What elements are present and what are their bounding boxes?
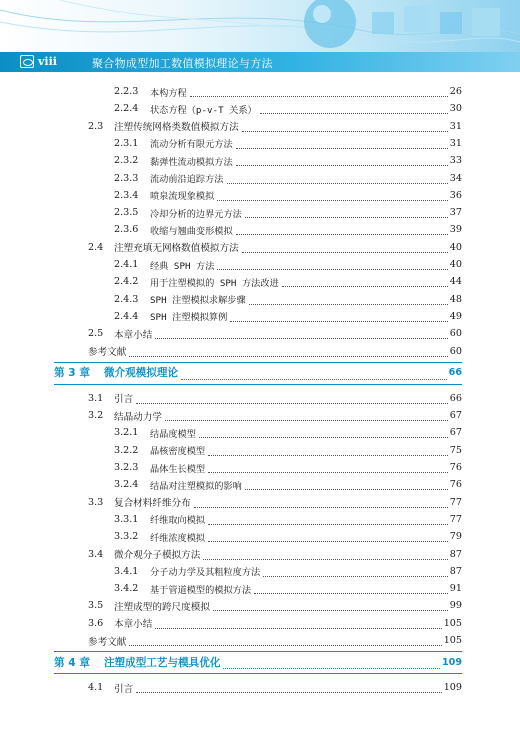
chapter-page: 66 [448, 367, 462, 379]
chapter-number: 第 3 章 [54, 367, 90, 380]
entry-title: 参考文献 [88, 347, 127, 358]
toc-entry[interactable] [114, 221, 462, 238]
entry-page: 36 [449, 189, 462, 201]
entry-number: 2.4.4 [114, 310, 139, 322]
toc-entry[interactable] [114, 135, 462, 152]
entry-page: 91 [449, 583, 462, 595]
leader-dots [165, 420, 448, 421]
entry-title: 结晶度模型 [150, 428, 196, 440]
leader-dots [208, 524, 448, 525]
entry-page: 60 [449, 328, 462, 340]
entry-page: 87 [449, 565, 462, 577]
entry-page: 48 [449, 293, 462, 305]
toc-entry[interactable] [88, 679, 462, 696]
leader-dots [236, 234, 448, 235]
toc-entry[interactable] [88, 546, 462, 563]
toc-entry[interactable] [114, 563, 462, 580]
entry-number: 2.4.3 [114, 293, 139, 305]
page-number: viii [38, 55, 57, 68]
entry-page: 60 [449, 345, 462, 357]
leader-dots [223, 668, 440, 669]
toc-entry[interactable] [114, 187, 462, 204]
leader-dots [282, 286, 448, 287]
entry-title: 微介观分子模拟方法 [114, 550, 201, 561]
entry-number: 2.3.2 [114, 155, 139, 167]
entry-page: 39 [449, 224, 462, 236]
entry-number: 4.1 [88, 682, 104, 694]
leader-dots [199, 437, 448, 438]
entry-number: 2.5 [88, 328, 104, 340]
entry-number: 2.3.5 [114, 207, 139, 219]
leader-dots [190, 96, 448, 97]
entry-title: 黏弹性流动模拟方法 [150, 156, 233, 168]
toc-entry[interactable] [114, 580, 462, 597]
toc-entry[interactable] [88, 118, 462, 135]
leader-dots [208, 541, 448, 542]
entry-title: 流动前沿追踪方法 [150, 174, 224, 185]
entry-title: 纤维浓度模拟 [150, 532, 206, 544]
entry-page: 87 [449, 548, 462, 560]
entry-page: 99 [449, 600, 462, 612]
toc-entry[interactable] [114, 442, 462, 459]
entry-title: 纤维取向模拟 [150, 515, 206, 527]
entry-number: 2.4.1 [114, 259, 139, 270]
entry-number: 2.4.2 [114, 276, 139, 288]
entry-number: 2.3.1 [114, 137, 139, 149]
entry-title: 经典 SPH 方法 [150, 260, 215, 272]
entry-page: 75 [449, 444, 462, 456]
entry-page: 30 [449, 103, 462, 115]
toc-entry[interactable] [88, 407, 462, 424]
leader-dots [263, 576, 448, 577]
entry-number: 3.4 [88, 548, 104, 560]
entry-title: 晶核密度模型 [150, 446, 206, 458]
entry-title: 引言 [114, 394, 134, 406]
toc-entry[interactable] [114, 152, 462, 169]
entry-page: 34 [449, 172, 462, 184]
entry-number: 3.5 [88, 600, 104, 612]
entry-page: 33 [449, 155, 462, 167]
leader-dots [236, 165, 448, 166]
toc-entry[interactable] [114, 273, 462, 290]
entry-title: 本构方程 [150, 87, 187, 99]
toc-chapter[interactable] [54, 652, 462, 672]
toc-entry[interactable] [88, 343, 462, 360]
leader-dots [155, 628, 441, 629]
entry-title: 流动分析有限元方法 [150, 139, 233, 151]
banner-decoration [0, 0, 520, 52]
toc-entry[interactable] [88, 615, 462, 632]
leader-dots [227, 183, 448, 184]
toc-entry[interactable] [114, 511, 462, 528]
leader-dots [194, 507, 448, 508]
leader-dots [254, 593, 448, 594]
entry-page: 49 [449, 310, 462, 322]
chapter-title: 注塑成型工艺与模具优化 [103, 656, 221, 669]
entry-title: 结晶对注塑模拟的影响 [150, 480, 242, 492]
entry-page: 66 [449, 392, 462, 404]
toc-entry[interactable] [114, 459, 462, 476]
toc-entry[interactable] [114, 100, 462, 117]
entry-number: 2.3.4 [114, 189, 139, 201]
leader-dots [129, 356, 447, 357]
entry-title: 引言 [114, 683, 134, 695]
entry-number: 3.2.4 [114, 479, 139, 491]
toc-entry[interactable] [114, 528, 462, 545]
entry-page: 67 [449, 410, 462, 422]
entry-number: 2.4 [88, 241, 104, 253]
chapter-rule-bottom [54, 673, 462, 674]
entry-page: 37 [449, 207, 462, 219]
entry-page: 77 [449, 496, 462, 508]
entry-title: 注塑充填无网格数值模拟方法 [114, 243, 239, 255]
toc-entry[interactable] [114, 291, 462, 308]
entry-page: 40 [449, 259, 462, 270]
leader-dots [236, 148, 448, 149]
header-banner [0, 0, 520, 52]
leader-dots [217, 269, 447, 270]
entry-page: 40 [449, 241, 462, 253]
entry-title: 复合材料纤维分布 [114, 498, 191, 510]
entry-number: 2.2.4 [114, 103, 139, 115]
leader-dots [217, 200, 447, 201]
toc-entry[interactable] [114, 476, 462, 493]
leader-dots [203, 559, 447, 560]
entry-title: 基于管道模型的模拟方法 [150, 584, 252, 596]
leader-dots [208, 455, 448, 456]
entry-title: 注塑成型的跨尺度模拟 [114, 601, 210, 613]
entry-number: 3.2 [88, 410, 104, 422]
toc-entry[interactable] [88, 239, 462, 256]
entry-title: 用于注塑模拟的 SPH 方法改进 [150, 277, 279, 289]
entry-page: 76 [449, 462, 462, 473]
entry-title: 分子动力学及其粗粒度方法 [150, 567, 261, 579]
entry-number: 3.2.1 [114, 427, 139, 439]
leader-dots [245, 489, 448, 490]
entry-number: 3.3 [88, 496, 104, 508]
leader-dots [249, 304, 448, 305]
entry-number: 2.3.6 [114, 224, 139, 236]
entry-page: 26 [449, 86, 462, 97]
entry-number: 3.6 [88, 617, 104, 629]
entry-page: 31 [449, 137, 462, 149]
leader-dots [213, 610, 448, 611]
leader-dots [242, 131, 448, 132]
entry-page: 105 [443, 635, 462, 646]
toc-entry[interactable] [88, 632, 462, 649]
leader-dots [136, 692, 442, 693]
cube-icon [372, 12, 394, 34]
entry-title: SPH 注塑模拟算例 [150, 312, 228, 324]
toc-entry[interactable] [114, 424, 462, 441]
toc-entry[interactable] [88, 494, 462, 511]
entry-number: 2.3.3 [114, 172, 139, 184]
entry-title: 本章小结 [114, 619, 153, 631]
entry-page: 79 [449, 531, 462, 543]
sphere-icon [304, 0, 356, 48]
entry-number: 3.2.3 [114, 462, 139, 473]
leader-dots [242, 252, 448, 253]
chapter-number: 第 4 章 [54, 656, 90, 669]
entry-number: 2.3 [88, 120, 104, 132]
toc-entry[interactable] [114, 256, 462, 273]
entry-title: 晶体生长模型 [150, 463, 206, 475]
entry-page: 31 [449, 120, 462, 132]
chapter-rule-bottom [54, 384, 462, 385]
entry-number: 3.1 [88, 392, 104, 404]
book-title: 聚合物成型加工数值模拟理论与方法 [92, 57, 273, 70]
entry-number: 2.2.3 [114, 86, 139, 97]
publisher-logo-icon [20, 55, 34, 68]
toc-entry[interactable] [88, 390, 462, 407]
leader-dots [181, 379, 447, 380]
entry-page: 67 [449, 427, 462, 439]
entry-number: 3.3.1 [114, 513, 139, 525]
entry-title: SPH 注塑模拟求解步骤 [150, 295, 246, 307]
entry-page: 76 [449, 479, 462, 491]
leader-dots [136, 403, 448, 404]
entry-title: 结晶动力学 [114, 411, 162, 423]
toc-chapter[interactable] [54, 363, 462, 383]
entry-page: 105 [443, 617, 462, 629]
entry-title: 注塑传统网格类数值模拟方法 [114, 122, 239, 134]
entry-title: 收缩与翘曲变形模拟 [150, 225, 233, 237]
leader-dots [230, 321, 448, 322]
leader-dots [245, 217, 448, 218]
leader-dots [208, 472, 448, 473]
leader-dots [260, 113, 448, 114]
entry-page: 109 [443, 682, 462, 694]
entry-title: 状态方程（p-v-T 关系） [150, 104, 257, 116]
toc-entry[interactable] [114, 170, 462, 187]
toc-entry[interactable] [114, 204, 462, 221]
entry-title: 本章小结 [114, 329, 153, 341]
entry-title: 参考文献 [88, 636, 127, 648]
toc-entry[interactable] [88, 325, 462, 342]
entry-page: 44 [449, 276, 462, 288]
entry-number: 3.4.2 [114, 583, 139, 595]
leader-dots [129, 645, 441, 646]
chapter-title: 微介观模拟理论 [103, 367, 179, 380]
entry-title: 喷泉流现象模拟 [150, 191, 215, 203]
entry-number: 3.3.2 [114, 531, 139, 543]
toc-entry[interactable] [88, 597, 462, 614]
toc-entry[interactable] [114, 308, 462, 325]
leader-dots [155, 338, 447, 339]
entry-number: 3.4.1 [114, 565, 139, 577]
entry-number: 3.2.2 [114, 444, 139, 456]
entry-page: 77 [449, 513, 462, 525]
chapter-page: 109 [441, 656, 462, 668]
entry-title: 冷却分析的边界元方法 [150, 208, 242, 220]
toc-entry[interactable] [114, 83, 462, 100]
